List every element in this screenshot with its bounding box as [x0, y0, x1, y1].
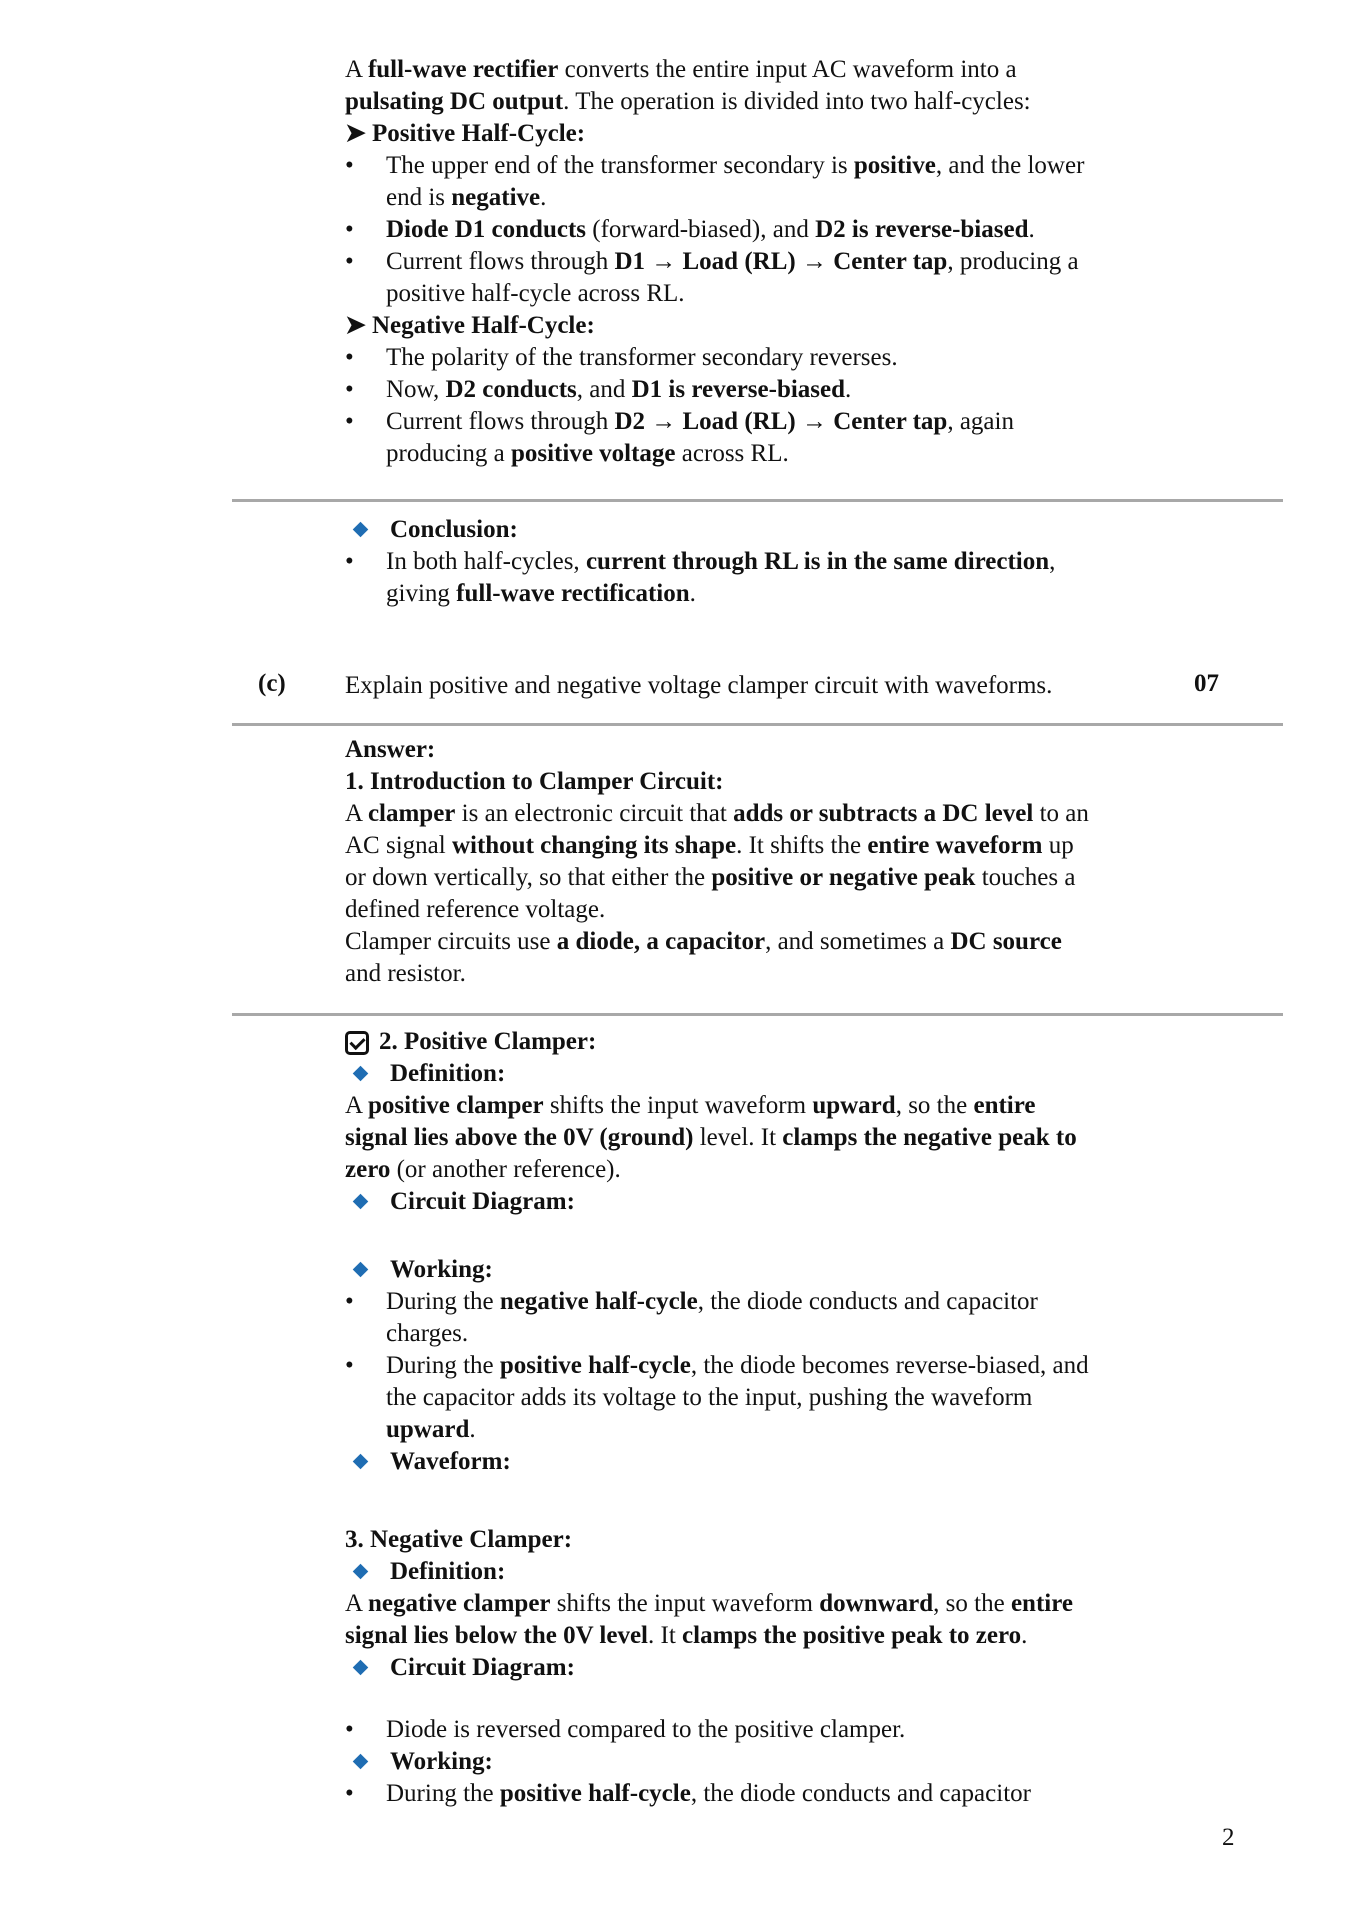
list-item: • Current flows through D1 → Load (RL) → Center tap, producing a positive half-cycle across RL. — [345, 248, 1079, 307]
circuit-diagram-heading: Circuit Diagram: — [345, 1186, 1175, 1218]
working-heading: Working: — [345, 1746, 1175, 1778]
negative-clamper-section: 3. Negative Clamper: Definition: A negative clamper shifts the input waveform downward, so the entire signal lies below the 0V level. It clamps the positive peak to zero. Circuit Diagram: • Diode is reversed compared to the positive clamper. Working: • During the positive half-cycle, the diode conducts and capacitor — [345, 1524, 1175, 1810]
bullet-icon: • — [345, 1780, 354, 1807]
diamond-icon — [353, 1194, 369, 1210]
list-item: • Diode is reversed compared to the positive clamper. — [345, 1714, 1175, 1746]
bullet-icon: • — [345, 376, 354, 403]
bullet-icon: • — [345, 408, 354, 435]
intro-heading: 1. Introduction to Clamper Circuit: — [345, 768, 724, 795]
list-item: • During the positive half-cycle, the diode becomes reverse-biased, and the capacitor adds its voltage to the input, pushing the waveform upward. — [345, 1352, 1089, 1443]
list-item: • In both half-cycles, current through RL is in the same direction, giving full-wave rectification. — [345, 548, 1056, 607]
answer-label: Answer: — [345, 736, 436, 763]
diamond-icon — [353, 1262, 369, 1278]
diamond-icon — [353, 1066, 369, 1082]
definition-heading: Definition: — [345, 1058, 1175, 1090]
divider — [232, 723, 1283, 726]
working-heading: Working: — [345, 1254, 1175, 1286]
bullet-icon: • — [345, 548, 354, 575]
definition-heading: Definition: — [345, 1556, 1175, 1588]
question-number: (c) — [258, 670, 286, 697]
waveform-heading: Waveform: — [345, 1446, 1175, 1478]
divider — [232, 499, 1283, 502]
intro-line-1: A full-wave rectifier converts the entire input AC waveform into a — [345, 56, 1017, 83]
question-marks: 07 — [1194, 670, 1219, 697]
bullet-icon: • — [345, 1716, 354, 1743]
divider — [232, 1013, 1283, 1016]
bullet-icon: • — [345, 344, 354, 371]
conclusion-heading: Conclusion: — [345, 514, 1175, 546]
list-item: • The polarity of the transformer secondary reverses. — [345, 342, 1175, 374]
arrow-icon: ➤ — [345, 120, 366, 147]
bullet-icon: • — [345, 216, 354, 243]
diamond-icon — [353, 1660, 369, 1676]
checkbox-icon — [345, 1031, 369, 1055]
list-item: • Now, D2 conducts, and D1 is reverse-biased. — [345, 374, 1175, 406]
list-item: • Diode D1 conducts (forward-biased), and D2 is reverse-biased. — [345, 214, 1175, 246]
diamond-icon — [353, 522, 369, 538]
negative-half-cycle-heading: ➤ Negative Half-Cycle: — [345, 310, 1175, 342]
diamond-icon — [353, 1454, 369, 1470]
answer-section: Answer: 1. Introduction to Clamper Circuit: A clamper is an electronic circuit that adds or subtracts a DC level to an AC signal without changing its shape. It shifts the entire waveform up or down vertically, so that either the positive or negative peak touches a defined reference voltage. Clamper circuits use a diode, a capacitor, and sometimes a DC source and resistor. — [345, 734, 1175, 990]
list-item: • During the positive half-cycle, the diode conducts and capacitor — [345, 1778, 1175, 1810]
list-item: • During the negative half-cycle, the diode conducts and capacitor charges. — [345, 1288, 1038, 1347]
bullet-icon: • — [345, 152, 354, 179]
list-item: • The upper end of the transformer secondary is positive, and the lower end is negative. — [345, 152, 1085, 211]
list-item: • Current flows through D2 → Load (RL) → Center tap, again producing a positive voltage across RL. — [345, 408, 1014, 467]
page-number: 2 — [1222, 1824, 1235, 1851]
intro-line-2: pulsating DC output. The operation is divided into two half-cycles: — [345, 88, 1031, 115]
bullet-icon: • — [345, 248, 354, 275]
bullet-icon: • — [345, 1288, 354, 1315]
rectifier-section — [345, 54, 1175, 470]
arrow-icon: ➤ — [345, 312, 366, 339]
question-text: Explain positive and negative voltage clamper circuit with waveforms. — [345, 672, 1053, 699]
diamond-icon — [353, 1754, 369, 1770]
diamond-icon — [353, 1564, 369, 1580]
bullet-icon: • — [345, 1352, 354, 1379]
positive-clamper-section: 2. Positive Clamper: Definition: A positive clamper shifts the input waveform upward, so the entire signal lies above the 0V (ground) level. It clamps the negative peak to zero (or another reference). Circuit Diagram: Working: • During the negative half-cycle, the diode conducts and capacitor charges. • During the positive half-cycle, the diode becomes reverse-biased, and the capacitor adds its voltage to the input, pushing the waveform upward. Waveform: — [345, 1026, 1175, 1478]
positive-half-cycle-heading: ➤ Positive Half-Cycle: — [345, 118, 1175, 150]
positive-clamper-heading: 2. Positive Clamper: — [345, 1026, 1175, 1058]
circuit-diagram-heading: Circuit Diagram: — [345, 1652, 1175, 1684]
conclusion-section — [345, 514, 1175, 610]
negative-clamper-heading: 3. Negative Clamper: — [345, 1526, 573, 1553]
